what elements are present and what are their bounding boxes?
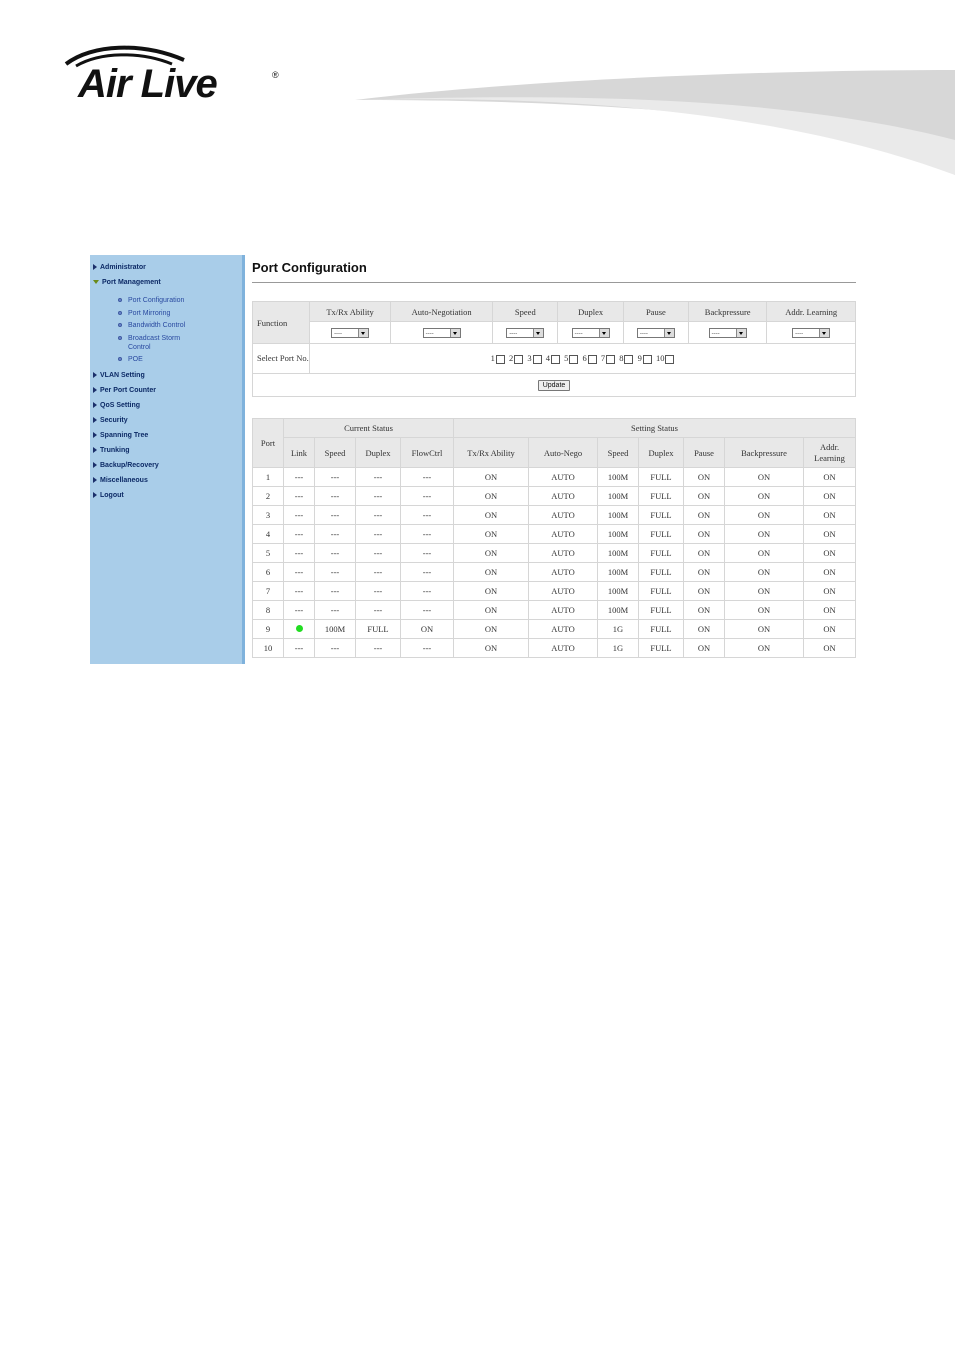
table-cell-flowctrl: --- [401,601,454,620]
col-header: Addr. Learning [804,438,856,468]
checkbox[interactable] [665,355,674,364]
table-cell-addr: ON [804,506,856,525]
port-checkbox-6[interactable] [582,353,596,364]
page-title: Port Configuration [252,260,367,275]
table-row [253,620,856,639]
bullet-icon [118,357,122,361]
table-cell-autonego: AUTO [529,525,598,544]
checkbox[interactable] [569,355,578,364]
airlive-logo [62,42,302,112]
table-cell-speed: --- [315,506,356,525]
port-number: 8 [619,353,624,364]
table-cell-set_duplex: FULL [639,506,684,525]
port-checkbox-7[interactable] [601,353,615,364]
sidebar-item-spanning-tree[interactable] [93,432,148,439]
table-cell-speed: --- [315,639,356,658]
table-cell-addr: ON [804,525,856,544]
sidebar-subitem-label: Port Mirroring [128,310,171,317]
table-cell-set_speed: 100M [598,487,639,506]
sidebar-item-label: VLAN Setting [100,372,145,379]
table-cell-set_duplex: FULL [639,487,684,506]
sidebar [90,255,245,664]
chevron-right-icon [93,417,97,423]
table-cell-autonego: AUTO [529,582,598,601]
port-number: 9 [637,353,642,364]
chevron-right-icon [93,492,97,498]
table-cell-speed: --- [315,563,356,582]
table-cell-flowctrl: --- [401,563,454,582]
checkbox[interactable] [514,355,523,364]
backpressure-select[interactable] [709,328,747,338]
chevron-right-icon [93,372,97,378]
sidebar-item-administrator[interactable] [93,264,146,271]
sidebar-subitem-port-configuration[interactable] [128,296,208,305]
col-header: Link [284,438,315,468]
title-divider [252,282,856,283]
sidebar-subitem-label: Port Configuration [128,297,185,304]
sidebar-item-per-port-counter[interactable] [93,387,156,394]
table-cell-duplex: FULL [356,620,401,639]
table-cell-autonego: AUTO [529,601,598,620]
table-cell-duplex: --- [356,506,401,525]
table-cell-set_speed: 100M [598,582,639,601]
table-cell-flowctrl: --- [401,487,454,506]
table-cell-set_duplex: FULL [639,601,684,620]
sidebar-item-label: Port Management [102,279,161,286]
chevron-down-icon [93,280,99,284]
chevron-right-icon [93,447,97,453]
table-cell-set_speed: 1G [598,639,639,658]
table-cell-autonego: AUTO [529,639,598,658]
table-row [253,601,856,620]
sidebar-subitem-label: Broadcast Storm Control [128,335,181,351]
cell [623,322,688,344]
sidebar-subitem-label: POE [128,356,143,363]
table-cell-speed: --- [315,544,356,563]
table-cell-pause: ON [684,639,725,658]
dropdown-arrow-icon [533,329,543,337]
port-checkbox-5[interactable] [564,353,578,364]
table-cell-backpressure: ON [725,582,804,601]
dropdown-arrow-icon [736,329,746,337]
current-status-header: Current Status [284,419,454,438]
table-cell-pause: ON [684,487,725,506]
port-number: 3 [527,353,532,364]
sidebar-subitem-port-mirroring[interactable] [128,309,208,318]
duplex-select[interactable] [572,328,610,338]
checkbox[interactable] [496,355,505,364]
table-cell-txrx: ON [454,468,529,487]
port-checkbox-8[interactable] [619,353,633,364]
sidebar-subitem-poe[interactable] [128,355,208,364]
table-cell-port: 7 [253,582,284,601]
dropdown-arrow-icon [664,329,674,337]
chevron-right-icon [93,462,97,468]
dropdown-arrow-icon [819,329,829,337]
table-cell-autonego: AUTO [529,544,598,563]
table-cell-pause: ON [684,506,725,525]
table-cell-txrx: ON [454,487,529,506]
table-cell-link: --- [284,601,315,620]
chevron-right-icon [93,387,97,393]
table-cell-backpressure: ON [725,639,804,658]
table-cell-flowctrl: --- [401,582,454,601]
table-cell-set_speed: 100M [598,525,639,544]
link-up-icon [296,625,303,632]
select-value: ---- [334,331,343,338]
table-cell-addr: ON [804,582,856,601]
port-checkbox-1[interactable] [491,353,505,364]
port-header: Port [253,419,284,468]
table-cell-port: 10 [253,639,284,658]
col-header: Addr. Learning [767,302,856,322]
port-number: 5 [564,353,569,364]
table-cell-addr: ON [804,563,856,582]
table-cell-pause: ON [684,525,725,544]
table-cell-port: 5 [253,544,284,563]
sidebar-item-backup-recovery[interactable] [93,462,159,469]
port-checkbox-9[interactable] [638,353,652,364]
select-value: ---- [574,331,583,338]
select-value: ---- [711,331,720,338]
select-value: ---- [795,331,804,338]
table-cell-addr: ON [804,544,856,563]
port-checkbox-10[interactable] [656,353,675,364]
addr-learning-select[interactable] [792,328,830,338]
col-header: Backpressure [725,438,804,468]
sidebar-item-label: Administrator [100,264,146,271]
switch-web-ui [90,255,857,665]
sidebar-item-trunking[interactable] [93,447,130,454]
sidebar-subitem-label: Bandwidth Control [128,322,186,329]
col-header: FlowCtrl [401,438,454,468]
pause-select[interactable] [637,328,675,338]
table-cell-duplex: --- [356,582,401,601]
function-label: Function [253,302,310,344]
table-row [253,525,856,544]
table-cell-link: --- [284,468,315,487]
table-cell-addr: ON [804,468,856,487]
table-cell-pause: ON [684,468,725,487]
table-row [253,563,856,582]
dropdown-arrow-icon [358,329,368,337]
dropdown-arrow-icon [599,329,609,337]
sidebar-item-label: QoS Setting [100,402,141,409]
table-cell-txrx: ON [454,620,529,639]
table-cell-flowctrl: --- [401,506,454,525]
setting-status-header: Setting Status [454,419,856,438]
speed-select[interactable] [506,328,544,338]
main-content [252,255,857,665]
cell [689,322,767,344]
table-cell-port: 9 [253,620,284,639]
table-row [253,468,856,487]
update-button[interactable]: Update [538,380,571,391]
col-header: Auto-Negotiation [391,302,493,322]
checkbox[interactable] [643,355,652,364]
sidebar-subitem-broadcast-storm-control[interactable] [128,334,190,352]
status-rows [253,468,856,658]
table-cell-port: 4 [253,525,284,544]
table-cell-txrx: ON [454,506,529,525]
table-cell-addr: ON [804,487,856,506]
checkbox[interactable] [533,355,542,364]
select-value: ---- [509,331,518,338]
cell [310,322,391,344]
port-number: 4 [545,353,550,364]
sidebar-item-port-management[interactable] [93,279,161,286]
col-header: Pause [684,438,725,468]
sidebar-item-security[interactable] [93,417,128,424]
table-cell-link: --- [284,525,315,544]
table-cell-backpressure: ON [725,525,804,544]
col-header: Backpressure [689,302,767,322]
checkbox[interactable] [624,355,633,364]
table-cell-set_duplex: FULL [639,544,684,563]
bullet-icon [118,298,122,302]
table-cell-port: 1 [253,468,284,487]
table-cell-txrx: ON [454,563,529,582]
txrx-ability-select[interactable] [331,328,369,338]
table-row [253,506,856,525]
table-cell-autonego: AUTO [529,487,598,506]
table-row [253,639,856,658]
col-header: Speed [493,302,558,322]
table-cell-autonego: AUTO [529,620,598,639]
table-row [253,487,856,506]
sidebar-item-label: Per Port Counter [100,387,157,394]
table-cell-pause: ON [684,544,725,563]
table-cell-backpressure: ON [725,468,804,487]
table-cell-set_speed: 1G [598,620,639,639]
table-cell-port: 3 [253,506,284,525]
sidebar-item-qos-setting[interactable] [93,402,140,409]
col-header: Tx/Rx Ability [454,438,529,468]
table-cell-speed: 100M [315,620,356,639]
bullet-icon [118,311,122,315]
col-header: Duplex [356,438,401,468]
table-cell-txrx: ON [454,544,529,563]
cell [493,322,558,344]
table-cell-set_duplex: FULL [639,639,684,658]
sidebar-item-miscellaneous[interactable] [93,477,148,484]
table-cell-backpressure: ON [725,563,804,582]
sidebar-item-logout[interactable] [93,492,124,499]
port-checkbox-2[interactable] [509,353,523,364]
table-cell-pause: ON [684,620,725,639]
select-port-label: Select Port No. [253,344,310,374]
table-cell-duplex: --- [356,468,401,487]
port-checkbox-4[interactable] [546,353,560,364]
table-cell-speed: --- [315,525,356,544]
cell [558,322,623,344]
select-value: ---- [639,331,648,338]
table-cell-pause: ON [684,563,725,582]
chevron-right-icon [93,402,97,408]
auto-negotiation-select[interactable] [423,328,461,338]
table-cell-backpressure: ON [725,620,804,639]
port-number: 7 [600,353,606,364]
table-cell-speed: --- [315,601,356,620]
table-cell-duplex: --- [356,544,401,563]
table-cell-flowctrl: --- [401,544,454,563]
table-cell-set_speed: 100M [598,544,639,563]
table-cell-autonego: AUTO [529,468,598,487]
logo-text: Air Live [78,62,217,106]
table-cell-flowctrl: --- [401,639,454,658]
sidebar-item-vlan-setting[interactable] [93,372,145,379]
table-cell-duplex: --- [356,487,401,506]
table-cell-link: --- [284,563,315,582]
table-row [253,544,856,563]
checkbox[interactable] [551,355,560,364]
table-cell-set_speed: 100M [598,563,639,582]
port-status-table [252,418,856,658]
table-cell-backpressure: ON [725,487,804,506]
col-header: Duplex [639,438,684,468]
port-number: 6 [582,353,587,364]
port-number: 2 [508,353,514,364]
table-cell-flowctrl: ON [401,620,454,639]
col-header: Speed [315,438,356,468]
table-cell-set_duplex: FULL [639,468,684,487]
chevron-right-icon [93,432,97,438]
link-status-cell [284,620,315,639]
port-number: 10 [655,353,665,364]
table-cell-flowctrl: --- [401,468,454,487]
table-cell-pause: ON [684,601,725,620]
table-cell-set_duplex: FULL [639,563,684,582]
table-cell-backpressure: ON [725,506,804,525]
table-cell-addr: ON [804,601,856,620]
update-row [253,374,856,397]
sidebar-item-label: Backup/Recovery [100,462,159,469]
sidebar-item-label: Spanning Tree [100,432,149,439]
table-cell-set_duplex: FULL [639,620,684,639]
table-cell-autonego: AUTO [529,563,598,582]
table-cell-backpressure: ON [725,601,804,620]
table-cell-duplex: --- [356,639,401,658]
dropdown-arrow-icon [450,329,460,337]
sidebar-item-label: Logout [100,492,124,499]
chevron-right-icon [93,264,97,270]
table-cell-speed: --- [315,468,356,487]
table-row [253,582,856,601]
table-cell-set_duplex: FULL [639,525,684,544]
table-cell-set_speed: 100M [598,506,639,525]
table-cell-txrx: ON [454,525,529,544]
chevron-right-icon [93,477,97,483]
col-header: Tx/Rx Ability [310,302,391,322]
sidebar-item-label: Security [100,417,128,424]
table-cell-backpressure: ON [725,544,804,563]
table-cell-duplex: --- [356,525,401,544]
table-cell-link: --- [284,487,315,506]
table-cell-link: --- [284,544,315,563]
table-cell-port: 6 [253,563,284,582]
col-header: Pause [623,302,688,322]
cell [391,322,493,344]
registered-mark: ® [272,70,279,80]
table-cell-duplex: --- [356,563,401,582]
table-cell-speed: --- [315,487,356,506]
col-header: Duplex [558,302,623,322]
table-cell-txrx: ON [454,582,529,601]
port-number: 1 [490,353,495,364]
sidebar-subitem-bandwidth-control[interactable] [128,321,208,330]
table-cell-txrx: ON [454,639,529,658]
table-cell-txrx: ON [454,601,529,620]
table-cell-speed: --- [315,582,356,601]
table-cell-link: --- [284,639,315,658]
port-checkbox-3[interactable] [527,353,541,364]
table-cell-link: --- [284,582,315,601]
table-cell-set_speed: 100M [598,468,639,487]
table-cell-duplex: --- [356,601,401,620]
sidebar-item-label: Miscellaneous [100,477,148,484]
table-cell-port: 8 [253,601,284,620]
sidebar-item-label: Trunking [100,447,130,454]
table-cell-set_speed: 100M [598,601,639,620]
document-header [0,0,955,200]
bullet-icon [118,323,122,327]
table-cell-pause: ON [684,582,725,601]
table-cell-autonego: AUTO [529,506,598,525]
port-config-form [252,301,856,397]
bullet-icon [118,336,122,340]
col-header: Speed [598,438,639,468]
table-cell-set_duplex: FULL [639,582,684,601]
table-cell-port: 2 [253,487,284,506]
table-cell-flowctrl: --- [401,525,454,544]
port-checkbox-row [310,344,856,374]
cell [767,322,856,344]
select-value: ---- [425,331,434,338]
checkbox[interactable] [606,355,615,364]
table-cell-link: --- [284,506,315,525]
table-cell-addr: ON [804,639,856,658]
col-header: Auto-Nego [529,438,598,468]
table-cell-addr: ON [804,620,856,639]
checkbox[interactable] [588,355,597,364]
